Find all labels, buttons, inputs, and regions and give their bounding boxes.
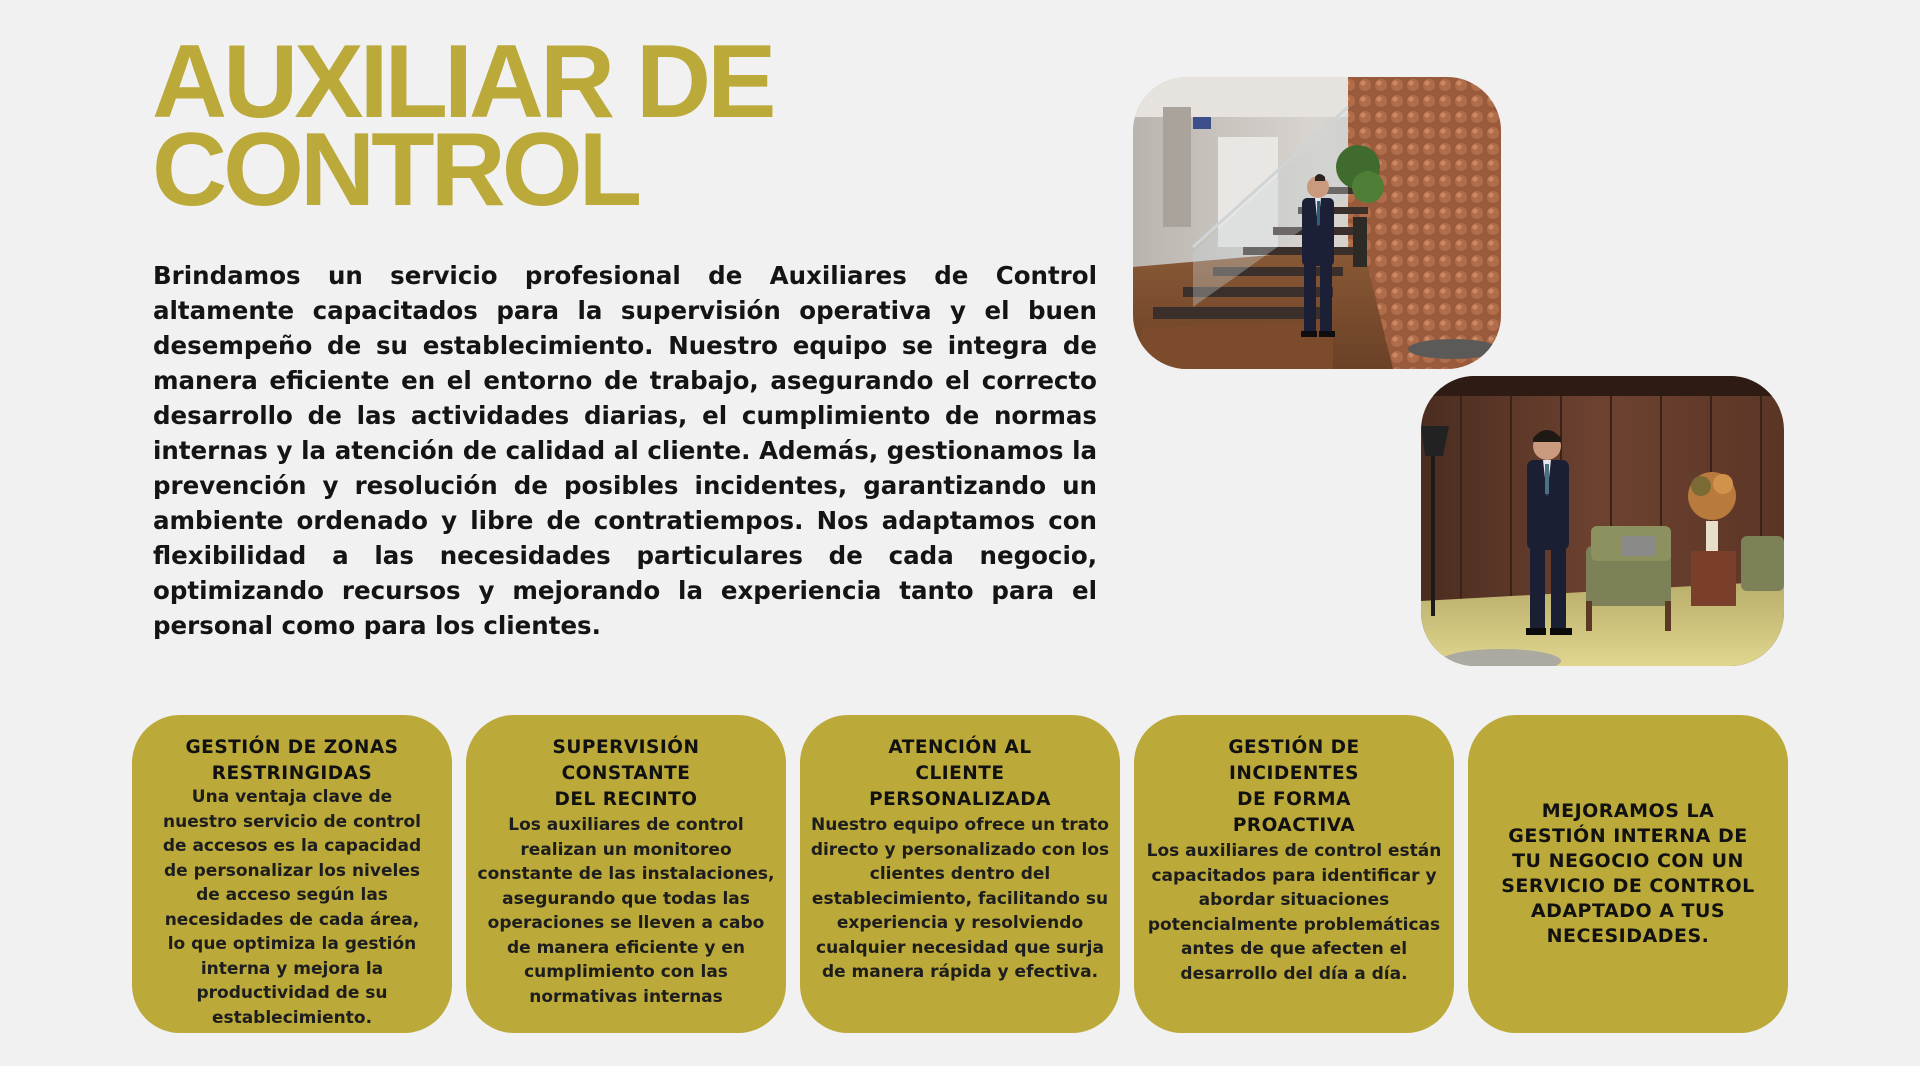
card-title: GESTIÓN DE ZONAS RESTRINGIDAS — [185, 737, 399, 784]
card-personalized-attention — [800, 715, 1120, 1033]
card-body: Los auxiliares de control realizan un monitoreo constante de las instalaciones, asegurando que todas las operaciones se lleven a cabo de manera eficiente y en cumplimiento con las normativas internas — [477, 815, 775, 1007]
card-closing-statement — [1468, 715, 1788, 1033]
card-incident-management — [1134, 715, 1454, 1033]
page-title — [152, 24, 773, 228]
card-title: SUPERVISIÓN CONSTANTE DEL RECINTO — [552, 737, 700, 810]
card-title: ATENCIÓN AL CLIENTE PERSONALIZADA — [869, 737, 1051, 810]
title-line-2: CONTROL — [152, 112, 639, 228]
staircase-lobby-image — [1133, 77, 1501, 369]
card-restricted-zones — [132, 715, 452, 1033]
lounge-image — [1421, 376, 1784, 666]
card-constant-supervision — [466, 715, 786, 1033]
photo-lounge — [1421, 376, 1784, 666]
card-body: Nuestro equipo ofrece un trato directo y personalizado con los clientes dentro del establecimiento, facilitando su experiencia y resolviendo cualquier necesidad que surja de manera rápida y efectiva. — [810, 815, 1110, 982]
closing-statement: MEJORAMOS LA GESTIÓN INTERNA DE TU NEGOCIO CON UN SERVICIO DE CONTROL ADAPTADO A TUS NECESIDADES. — [1501, 800, 1755, 947]
photo-staircase-lobby — [1133, 77, 1501, 369]
intro-paragraph: Brindamos un servicio profesional de Auxiliares de Control altamente capacitados para la supervisión operativa y el buen desempeño de su establecimiento. Nuestro equipo se integra de manera eficiente en el entorno de trabajo, asegurando el correcto desarrollo de las actividades diarias, el cumplimiento de normas internas y la atención de calidad al cliente. Además, gestionamos la prevención y resolución de posibles incidentes, garantizando un ambiente ordenado y libre de contratiempos. Nos adaptamos con flexibilidad a las necesidades particulares de cada negocio, optimizando recursos y mejorando la experiencia tanto para el personal como para los clientes. — [153, 261, 1097, 640]
card-title: GESTIÓN DE INCIDENTES DE FORMA PROACTIVA — [1228, 737, 1360, 836]
card-body: Los auxiliares de control están capacitados para identificar y abordar situaciones potencialmente problemáticas antes de que afecten el desarrollo del día a día. — [1146, 841, 1442, 984]
title-line-1: AUXILIAR DE — [152, 24, 773, 140]
card-body: Una ventaja clave de nuestro servicio de control de accesos es la capacidad de personalizar los niveles de acceso según las necesidades de cada área, lo que optimiza la gestión interna y mejora la productividad de su establecimiento. — [162, 787, 422, 1028]
